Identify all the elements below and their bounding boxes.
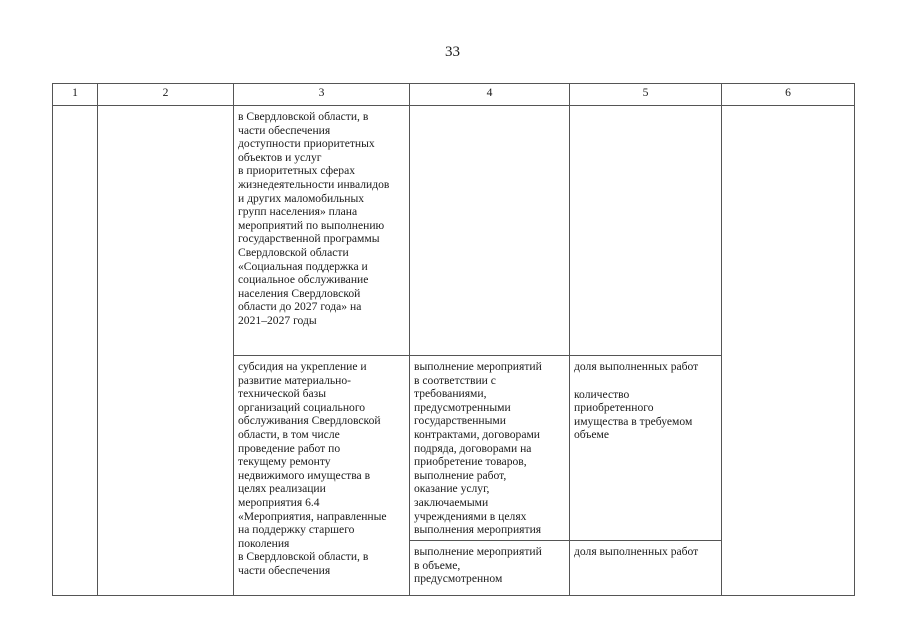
header-col-4: 4 [410, 84, 570, 106]
page-number: 33 [445, 44, 460, 60]
cell-col-5 [570, 356, 722, 541]
cell-col-1 [53, 106, 98, 596]
header-col-1: 1 [53, 84, 98, 106]
header-col-3: 3 [234, 84, 410, 106]
cell-col-4 [410, 106, 570, 356]
cell-text: доля выполненных работ [574, 545, 699, 558]
cell-col-2 [98, 106, 234, 596]
cell-text: выполнение мероприятий в соответствии с требованиями, предусмотренными государственными контрактами, договорами подряда, договорами на приобретение товаров, выполнение работ, оказание услуг, заключаемыми учреждениями в целях выполнения мероприятия [414, 360, 542, 537]
cell-text: количество приобретенного имущества в требуемом объеме [574, 387, 693, 442]
cell-col-6 [722, 106, 855, 596]
cell-text: в Свердловской области, в части обеспечения доступности приоритетных объектов и услуг в приоритетных сферах жизнедеятельности инвалидов и других маломобильных групп населения» плана мероприятий по выполнению государственной программы Свердловской области «Социальная поддержка и социальное обслуживание населения Свердловской области до 2027 года» на 2021–2027 годы [238, 110, 390, 327]
cell-col-5 [570, 541, 722, 596]
spacer [574, 374, 721, 388]
header-col-2: 2 [98, 84, 234, 106]
cell-text: выполнение мероприятий в объеме, предусмотренном [414, 545, 542, 586]
cell-col-4 [410, 541, 570, 596]
document-table [52, 83, 855, 596]
header-col-6: 6 [722, 84, 855, 106]
cell-col-3 [234, 106, 410, 356]
cell-col-5 [570, 106, 722, 356]
table-header-row [53, 84, 855, 106]
cell-text: субсидия на укрепление и развитие материально- технической базы организаций социального обслуживания Свердловской области, в том числе проведение работ по текущему ремонту недвижимого имущества в целях реализации мероприятия 6.4 «Мероприятия, направленные на поддержку старшего поколения в Свердловской области, в части обеспечения [238, 360, 387, 577]
cell-col-4 [410, 356, 570, 541]
cell-text: доля выполненных работ [574, 360, 699, 373]
table-row [53, 106, 855, 356]
header-col-5: 5 [570, 84, 722, 106]
cell-col-3 [234, 356, 410, 596]
